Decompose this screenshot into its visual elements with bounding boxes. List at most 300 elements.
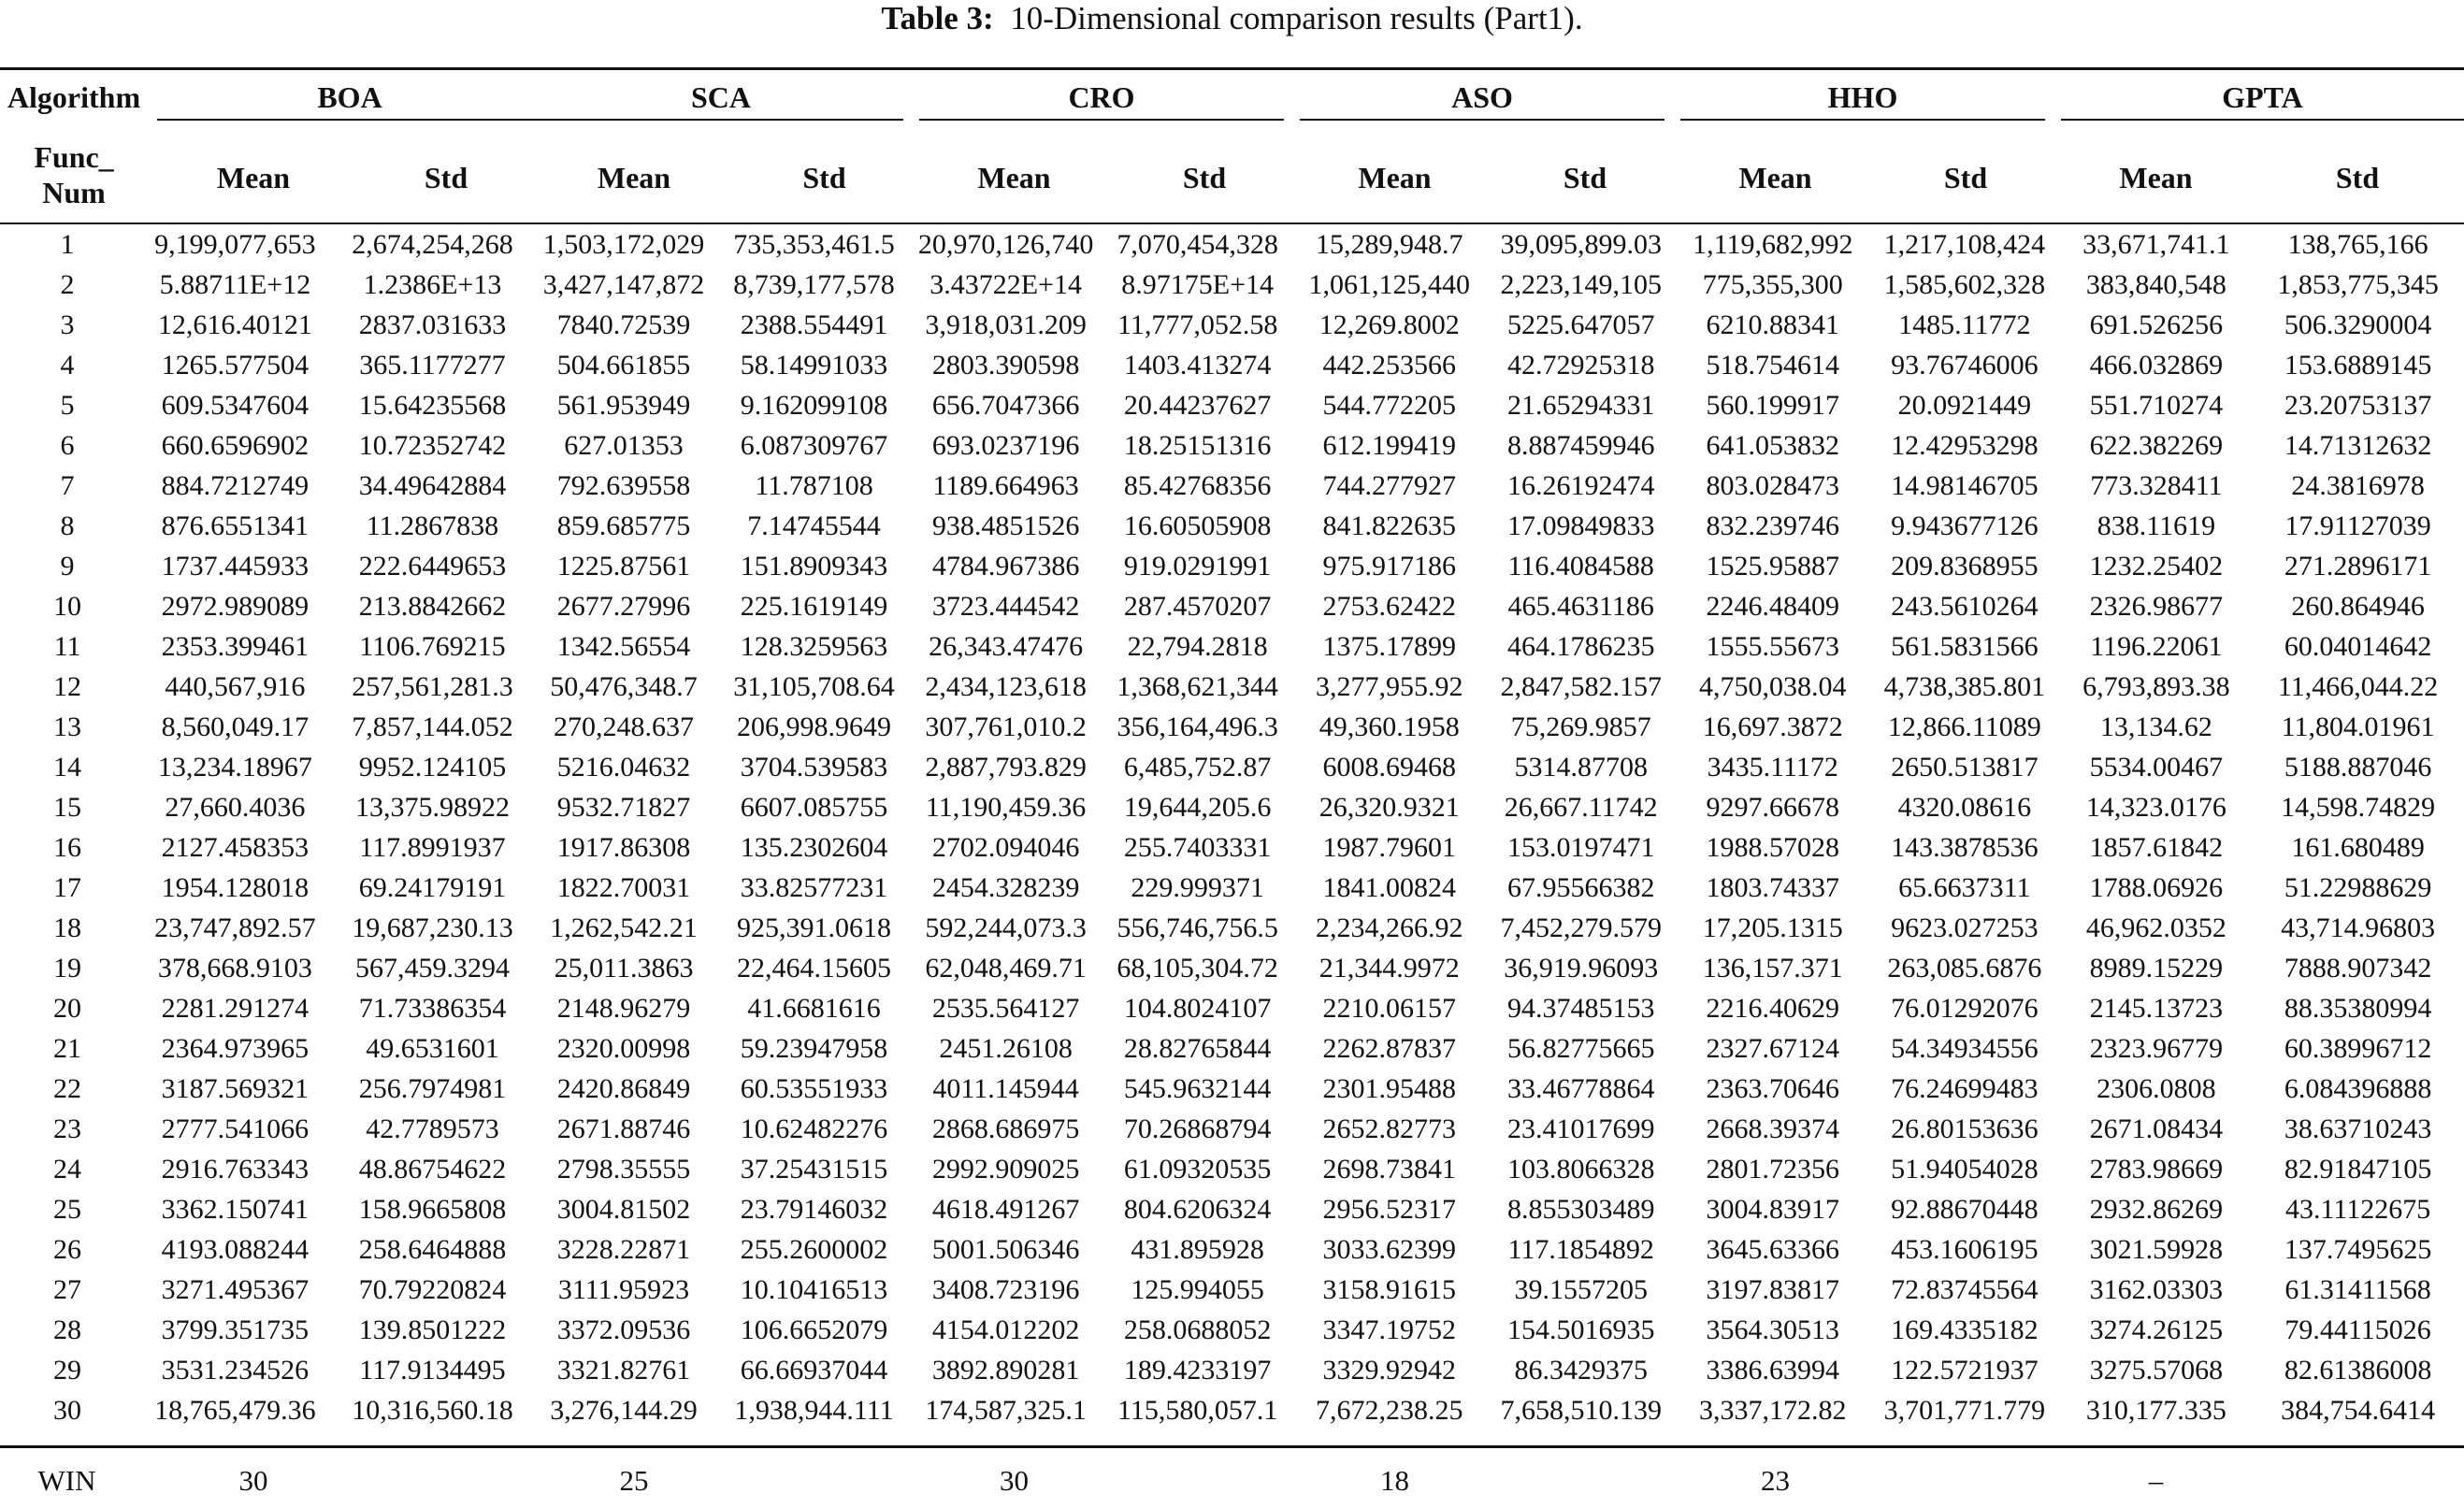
table-row xyxy=(0,827,2464,868)
func-num-cell: 26 xyxy=(53,1234,82,1265)
table-row xyxy=(0,1229,2464,1270)
value-cell: 4,738,385.801 xyxy=(1883,671,2046,702)
value-cell: 310,177.335 xyxy=(2085,1395,2226,1426)
value-cell: 2803.390598 xyxy=(931,350,1080,381)
value-cell: 16,697.3872 xyxy=(1702,711,1843,742)
value-cell: 4784.967386 xyxy=(931,551,1080,582)
value-cell: 24.3816978 xyxy=(2291,470,2425,501)
table-row xyxy=(0,586,2464,626)
value-cell: 440,567,916 xyxy=(165,671,306,702)
value-cell: 465.4631186 xyxy=(1507,591,1654,622)
group-header-gpta: GPTA xyxy=(2222,80,2303,114)
func-num-cell: 1 xyxy=(60,229,75,260)
value-cell: 72.83745564 xyxy=(1891,1274,2039,1305)
value-cell: 18.25151316 xyxy=(1123,430,1272,461)
value-cell: 14,598.74829 xyxy=(2281,792,2436,823)
value-cell: 122.5721937 xyxy=(1891,1355,2039,1386)
value-cell: 260.864946 xyxy=(2291,591,2425,622)
value-cell: 2753.62422 xyxy=(1322,591,1456,622)
value-cell: 125.994055 xyxy=(1131,1274,1264,1305)
value-cell: 12.42953298 xyxy=(1891,430,2039,461)
func-num-cell: 20 xyxy=(53,993,82,1024)
value-cell: 25,011.3863 xyxy=(554,953,694,984)
table-row xyxy=(0,1149,2464,1189)
value-cell: 225.1619149 xyxy=(740,591,888,622)
value-cell: 2650.513817 xyxy=(1891,752,2039,783)
func-num-cell: 24 xyxy=(53,1154,82,1185)
value-cell: 117.1854892 xyxy=(1507,1234,1654,1265)
value-cell: 10.72352742 xyxy=(358,430,507,461)
value-cell: 22,794.2818 xyxy=(1127,631,1268,662)
value-cell: 26,320.9321 xyxy=(1318,792,1460,823)
value-cell: 1342.56554 xyxy=(556,631,691,662)
table-row xyxy=(0,988,2464,1028)
value-cell: 2798.35555 xyxy=(556,1154,691,1185)
value-cell: 1917.86308 xyxy=(556,832,691,863)
value-cell: 3799.351735 xyxy=(161,1314,310,1345)
value-cell: 20,970,126,740 xyxy=(917,229,1094,260)
value-cell: 2671.08434 xyxy=(2089,1113,2224,1144)
value-cell: 744.277927 xyxy=(1322,470,1456,501)
table-row xyxy=(0,265,2464,305)
value-cell: 1265.577504 xyxy=(161,350,310,381)
value-cell: 8,739,177,578 xyxy=(733,269,895,300)
value-cell: 2320.00998 xyxy=(556,1033,691,1064)
value-cell: 622.382269 xyxy=(2089,430,2224,461)
value-cell: 2454.328239 xyxy=(931,872,1080,903)
value-cell: 263,085.6876 xyxy=(1887,953,2042,984)
value-cell: 69.24179191 xyxy=(358,872,507,903)
value-cell: 919.0291991 xyxy=(1123,551,1272,582)
value-cell: 11.787108 xyxy=(755,470,873,501)
value-cell: 2,223,149,105 xyxy=(1500,269,1662,300)
value-cell: 792.639558 xyxy=(556,470,691,501)
value-cell: 50,476,348.7 xyxy=(550,671,698,702)
value-cell: 3197.83817 xyxy=(1706,1274,1840,1305)
group-underline-boa xyxy=(157,119,542,121)
value-cell: 3,427,147,872 xyxy=(542,269,705,300)
value-cell: 39,095,899.03 xyxy=(1500,229,1662,260)
value-cell: 2353.399461 xyxy=(161,631,310,662)
value-cell: 117.9134495 xyxy=(359,1355,506,1386)
value-cell: 3564.30513 xyxy=(1706,1314,1840,1345)
value-cell: 5314.87708 xyxy=(1514,752,1648,783)
value-cell: 229.999371 xyxy=(1131,872,1264,903)
value-cell: 23.20753137 xyxy=(2284,390,2432,421)
table-row xyxy=(0,506,2464,546)
value-cell: 20.0921449 xyxy=(1897,390,2032,421)
value-cell: 442.253566 xyxy=(1322,350,1456,381)
table-row xyxy=(0,667,2464,707)
value-cell: 2,887,793.829 xyxy=(925,752,1087,783)
value-cell: 1.2386E+13 xyxy=(363,269,502,300)
value-cell: 70.79220824 xyxy=(358,1274,507,1305)
group-header-hho: HHO xyxy=(1827,80,1898,114)
value-cell: 9.162099108 xyxy=(740,390,888,421)
value-cell: 153.0197471 xyxy=(1506,832,1655,863)
mean-header-sca: Mean xyxy=(597,161,671,194)
value-cell: 65.6637311 xyxy=(1898,872,2031,903)
value-cell: 7,658,510.139 xyxy=(1500,1395,1662,1426)
std-header-aso: Std xyxy=(1563,161,1607,194)
value-cell: 34.49642884 xyxy=(358,470,507,501)
value-cell: 2783.98669 xyxy=(2089,1154,2224,1185)
table-row xyxy=(0,546,2464,586)
value-cell: 26.80153636 xyxy=(1891,1113,2039,1144)
value-cell: 693.0237196 xyxy=(931,430,1080,461)
value-cell: 43,714.96803 xyxy=(2281,912,2436,943)
value-cell: 8,560,049.17 xyxy=(161,711,310,742)
value-cell: 506.3290004 xyxy=(2284,309,2432,340)
value-cell: 4,750,038.04 xyxy=(1699,671,1847,702)
group-header-boa: BOA xyxy=(317,80,382,114)
value-cell: 3271.495367 xyxy=(161,1274,310,1305)
value-cell: 2327.67124 xyxy=(1706,1033,1840,1064)
value-cell: 255.2600002 xyxy=(740,1234,888,1265)
value-cell: 42.72925318 xyxy=(1506,350,1655,381)
value-cell: 2210.06157 xyxy=(1322,993,1456,1024)
value-cell: 117.8991937 xyxy=(359,832,506,863)
value-cell: 5001.506346 xyxy=(931,1234,1080,1265)
value-cell: 1,119,682,992 xyxy=(1693,229,1853,260)
value-cell: 158.9665808 xyxy=(358,1194,507,1225)
table-row xyxy=(0,385,2464,425)
value-cell: 85.42768356 xyxy=(1123,470,1272,501)
table-row xyxy=(0,224,2464,265)
value-cell: 13,375.98922 xyxy=(354,792,510,823)
value-cell: 33.82577231 xyxy=(740,872,888,903)
value-cell: 61.31411568 xyxy=(2284,1274,2431,1305)
mean-header-aso: Mean xyxy=(1358,161,1432,194)
value-cell: 18,765,479.36 xyxy=(154,1395,316,1426)
value-cell: 20.44237627 xyxy=(1123,390,1272,421)
value-cell: 641.053832 xyxy=(1706,430,1840,461)
value-cell: 3386.63994 xyxy=(1706,1355,1840,1386)
value-cell: 11,777,052.58 xyxy=(1117,309,1278,340)
value-cell: 1737.445933 xyxy=(161,551,310,582)
value-cell: 128.3259563 xyxy=(740,631,888,662)
value-cell: 17,205.1315 xyxy=(1702,912,1843,943)
value-cell: 2145.13723 xyxy=(2089,993,2224,1024)
value-cell: 2868.686975 xyxy=(931,1113,1080,1144)
value-cell: 33.46778864 xyxy=(1506,1073,1655,1104)
value-cell: 2262.87837 xyxy=(1322,1033,1456,1064)
value-cell: 1,853,775,345 xyxy=(2277,269,2439,300)
value-cell: 4154.012202 xyxy=(931,1314,1080,1345)
table-row xyxy=(0,345,2464,385)
value-cell: 3162.03303 xyxy=(2089,1274,2224,1305)
mean-header-cro: Mean xyxy=(977,161,1051,194)
value-cell: 3362.150741 xyxy=(161,1194,310,1225)
value-cell: 137.7495625 xyxy=(2284,1234,2432,1265)
value-cell: 2323.96779 xyxy=(2089,1033,2224,1064)
value-cell: 271.2896171 xyxy=(2284,551,2432,582)
value-cell: 106.6652079 xyxy=(740,1314,888,1345)
value-cell: 2671.88746 xyxy=(556,1113,691,1144)
value-cell: 94.37485153 xyxy=(1506,993,1655,1024)
value-cell: 6,793,893.38 xyxy=(2082,671,2230,702)
value-cell: 3,277,955.92 xyxy=(1315,671,1463,702)
func-num-cell: 22 xyxy=(53,1073,82,1104)
value-cell: 2535.564127 xyxy=(931,993,1080,1024)
value-cell: 66.66937044 xyxy=(740,1355,888,1386)
value-cell: 2451.26108 xyxy=(939,1033,1073,1064)
value-cell: 11,804.01961 xyxy=(2281,711,2435,742)
results-table xyxy=(0,224,2464,1430)
value-cell: 92.88670448 xyxy=(1891,1194,2039,1225)
algorithm-header: Algorithm xyxy=(7,80,141,114)
value-cell: 2,434,123,618 xyxy=(925,671,1087,702)
value-cell: 6210.88341 xyxy=(1706,309,1840,340)
value-cell: 2388.554491 xyxy=(740,309,888,340)
value-cell: 13,234.18967 xyxy=(157,752,312,783)
value-cell: 3004.81502 xyxy=(556,1194,691,1225)
value-cell: 255.7403331 xyxy=(1123,832,1272,863)
std-header-sca: Std xyxy=(802,161,846,194)
group-underline-cro xyxy=(919,119,1284,121)
value-cell: 356,164,496.3 xyxy=(1117,711,1278,742)
value-cell: 1,938,944.111 xyxy=(734,1395,894,1426)
value-cell: 3275.57068 xyxy=(2089,1355,2224,1386)
value-cell: 2,847,582.157 xyxy=(1500,671,1662,702)
value-cell: 3704.539583 xyxy=(740,752,888,783)
func-num-cell: 19 xyxy=(53,953,82,984)
value-cell: 76.01292076 xyxy=(1891,993,2039,1024)
value-cell: 7,452,279.579 xyxy=(1500,912,1662,943)
value-cell: 1988.57028 xyxy=(1706,832,1840,863)
value-cell: 8.855303489 xyxy=(1506,1194,1655,1225)
value-cell: 2777.541066 xyxy=(161,1113,310,1144)
value-cell: 8989.15229 xyxy=(2089,953,2224,984)
value-cell: 4618.491267 xyxy=(931,1194,1080,1225)
value-cell: 1,368,621,344 xyxy=(1117,671,1278,702)
value-cell: 5225.647057 xyxy=(1506,309,1655,340)
func-num-cell: 5 xyxy=(60,390,75,421)
value-cell: 10.10416513 xyxy=(740,1274,888,1305)
value-cell: 270,248.637 xyxy=(554,711,695,742)
value-cell: 116.4084588 xyxy=(1507,551,1654,582)
value-cell: 2148.96279 xyxy=(556,993,691,1024)
value-cell: 1196.22061 xyxy=(2090,631,2223,662)
value-cell: 136,157.371 xyxy=(1702,953,1843,984)
value-cell: 7,070,454,328 xyxy=(1117,229,1278,260)
value-cell: 2301.95488 xyxy=(1322,1073,1456,1104)
value-cell: 28.82765844 xyxy=(1123,1033,1272,1064)
func-num-cell: 17 xyxy=(53,872,82,903)
value-cell: 60.53551933 xyxy=(740,1073,888,1104)
group-header-cro: CRO xyxy=(1068,80,1135,114)
value-cell: 3033.62399 xyxy=(1322,1234,1456,1265)
value-cell: 2916.763343 xyxy=(161,1154,310,1185)
group-header-sca: SCA xyxy=(690,80,751,114)
value-cell: 975.917186 xyxy=(1322,551,1456,582)
value-cell: 2306.0808 xyxy=(2097,1073,2216,1104)
value-cell: 49.6531601 xyxy=(366,1033,499,1064)
value-cell: 256.7974981 xyxy=(358,1073,507,1104)
value-cell: 1375.17899 xyxy=(1322,631,1456,662)
value-cell: 27,660.4036 xyxy=(165,792,306,823)
value-cell: 209.8368955 xyxy=(1891,551,2039,582)
value-cell: 2801.72356 xyxy=(1706,1154,1840,1185)
value-cell: 174,587,325.1 xyxy=(925,1395,1087,1426)
value-cell: 14.71312632 xyxy=(2284,430,2432,461)
value-cell: 206,998.9649 xyxy=(737,711,892,742)
value-cell: 79.44115026 xyxy=(2284,1314,2431,1345)
value-cell: 3645.63366 xyxy=(1706,1234,1840,1265)
func-num-cell: 28 xyxy=(53,1314,82,1345)
value-cell: 5.88711E+12 xyxy=(159,269,311,300)
value-cell: 9532.71827 xyxy=(556,792,691,823)
value-cell: 12,616.40121 xyxy=(157,309,312,340)
value-cell: 3408.723196 xyxy=(931,1274,1080,1305)
value-cell: 23.41017699 xyxy=(1506,1113,1655,1144)
std-header-gpta: Std xyxy=(2335,161,2380,194)
value-cell: 1954.128018 xyxy=(161,872,310,903)
func-num-cell: 2 xyxy=(60,269,75,300)
value-cell: 307,761,010.2 xyxy=(925,711,1087,742)
value-cell: 139.8501222 xyxy=(358,1314,507,1345)
value-cell: 859.685775 xyxy=(556,510,691,541)
value-cell: 31,105,708.64 xyxy=(733,671,895,702)
std-header-cro: Std xyxy=(1182,161,1227,194)
win-value-aso: 18 xyxy=(1380,1464,1409,1497)
body-bottom-rule xyxy=(0,1445,2464,1448)
value-cell: 19,644,205.6 xyxy=(1123,792,1272,823)
group-underline-hho xyxy=(1680,119,2045,121)
value-cell: 3004.83917 xyxy=(1706,1194,1840,1225)
table-row xyxy=(0,747,2464,787)
table-row xyxy=(0,626,2464,667)
value-cell: 11,466,044.22 xyxy=(2277,671,2439,702)
value-cell: 2246.48409 xyxy=(1706,591,1840,622)
value-cell: 773.328411 xyxy=(2090,470,2223,501)
value-cell: 6607.085755 xyxy=(740,792,888,823)
table-row xyxy=(0,425,2464,466)
value-cell: 365.1177277 xyxy=(359,350,506,381)
value-cell: 93.76746006 xyxy=(1891,350,2039,381)
win-value-boa: 30 xyxy=(238,1464,268,1497)
value-cell: 36,919.96093 xyxy=(1504,953,1659,984)
value-cell: 68,105,304.72 xyxy=(1117,953,1278,984)
value-cell: 5534.00467 xyxy=(2089,752,2224,783)
value-cell: 3111.95923 xyxy=(557,1274,690,1305)
func-num-cell: 11 xyxy=(53,631,81,662)
value-cell: 3,276,144.29 xyxy=(550,1395,698,1426)
func-num-cell: 27 xyxy=(53,1274,82,1305)
value-cell: 9.943677126 xyxy=(1891,510,2039,541)
value-cell: 1485.11772 xyxy=(1898,309,2031,340)
value-cell: 1225.87561 xyxy=(556,551,691,582)
value-cell: 5188.887046 xyxy=(2284,752,2432,783)
value-cell: 23.79146032 xyxy=(740,1194,888,1225)
value-cell: 9,199,077,653 xyxy=(154,229,316,260)
value-cell: 7.14745544 xyxy=(747,510,881,541)
value-cell: 2972.989089 xyxy=(161,591,310,622)
table-row xyxy=(0,948,2464,988)
value-cell: 3187.569321 xyxy=(161,1073,310,1104)
value-cell: 258.0688052 xyxy=(1123,1314,1272,1345)
func-num-cell: 15 xyxy=(53,792,82,823)
value-cell: 2281.291274 xyxy=(161,993,310,1024)
value-cell: 104.8024107 xyxy=(1123,993,1272,1024)
value-cell: 82.61386008 xyxy=(2284,1355,2432,1386)
value-cell: 86.3429375 xyxy=(1514,1355,1648,1386)
value-cell: 8.887459946 xyxy=(1506,430,1655,461)
value-cell: 556,746,756.5 xyxy=(1117,912,1278,943)
value-cell: 925,391.0618 xyxy=(737,912,892,943)
value-cell: 3723.444542 xyxy=(931,591,1080,622)
value-cell: 12,866.11089 xyxy=(1887,711,2041,742)
value-cell: 832.239746 xyxy=(1706,510,1840,541)
value-cell: 3372.09536 xyxy=(556,1314,691,1345)
value-cell: 2677.27996 xyxy=(556,591,691,622)
value-cell: 169.4335182 xyxy=(1891,1314,2039,1345)
value-cell: 804.6206324 xyxy=(1123,1194,1272,1225)
win-label: WIN xyxy=(37,1464,96,1497)
table-body xyxy=(0,224,2464,1430)
group-header-aso: ASO xyxy=(1451,80,1513,114)
value-cell: 153.6889145 xyxy=(2284,350,2432,381)
value-cell: 938.4851526 xyxy=(931,510,1080,541)
value-cell: 775,355,300 xyxy=(1702,269,1843,300)
table-row xyxy=(0,1390,2464,1430)
value-cell: 222.6449653 xyxy=(358,551,507,582)
value-cell: 545.9632144 xyxy=(1123,1073,1272,1104)
value-cell: 2420.86849 xyxy=(556,1073,691,1104)
table-row xyxy=(0,1270,2464,1310)
func-num-cell: 3 xyxy=(60,309,75,340)
value-cell: 3435.11172 xyxy=(1707,752,1838,783)
value-cell: 154.5016935 xyxy=(1506,1314,1655,1345)
value-cell: 518.754614 xyxy=(1706,350,1840,381)
value-cell: 6,485,752.87 xyxy=(1123,752,1272,783)
value-cell: 13,134.62 xyxy=(2099,711,2212,742)
value-cell: 884.7212749 xyxy=(161,470,310,501)
func-num-cell: 12 xyxy=(53,671,82,702)
value-cell: 2216.40629 xyxy=(1706,993,1840,1024)
value-cell: 76.24699483 xyxy=(1891,1073,2039,1104)
value-cell: 453.1606195 xyxy=(1891,1234,2039,1265)
value-cell: 12,269.8002 xyxy=(1318,309,1460,340)
value-cell: 3274.26125 xyxy=(2089,1314,2224,1345)
value-cell: 1106.769215 xyxy=(359,631,506,662)
value-cell: 135.2302604 xyxy=(740,832,888,863)
value-cell: 3158.91615 xyxy=(1322,1274,1456,1305)
value-cell: 7,672,238.25 xyxy=(1315,1395,1463,1426)
value-cell: 21,344.9972 xyxy=(1318,953,1460,984)
value-cell: 243.5610264 xyxy=(1891,591,2039,622)
value-cell: 3,337,172.82 xyxy=(1699,1395,1847,1426)
value-cell: 384,754.6414 xyxy=(2281,1395,2436,1426)
value-cell: 6008.69468 xyxy=(1322,752,1456,783)
value-cell: 5216.04632 xyxy=(556,752,691,783)
value-cell: 1555.55673 xyxy=(1706,631,1840,662)
value-cell: 3531.234526 xyxy=(161,1355,310,1386)
value-cell: 16.60505908 xyxy=(1123,510,1272,541)
value-cell: 4193.088244 xyxy=(161,1234,310,1265)
value-cell: 383,840,548 xyxy=(2085,269,2226,300)
value-cell: 161.680489 xyxy=(2291,832,2425,863)
table-row xyxy=(0,1310,2464,1350)
win-value-hho: 23 xyxy=(1761,1464,1790,1497)
value-cell: 567,459.3294 xyxy=(354,953,510,984)
table-row xyxy=(0,1350,2464,1390)
value-cell: 7888.907342 xyxy=(2284,953,2432,984)
value-cell: 7840.72539 xyxy=(556,309,691,340)
value-cell: 10,316,560.18 xyxy=(352,1395,513,1426)
value-cell: 257,561,281.3 xyxy=(352,671,513,702)
value-cell: 26,343.47476 xyxy=(929,631,1084,662)
